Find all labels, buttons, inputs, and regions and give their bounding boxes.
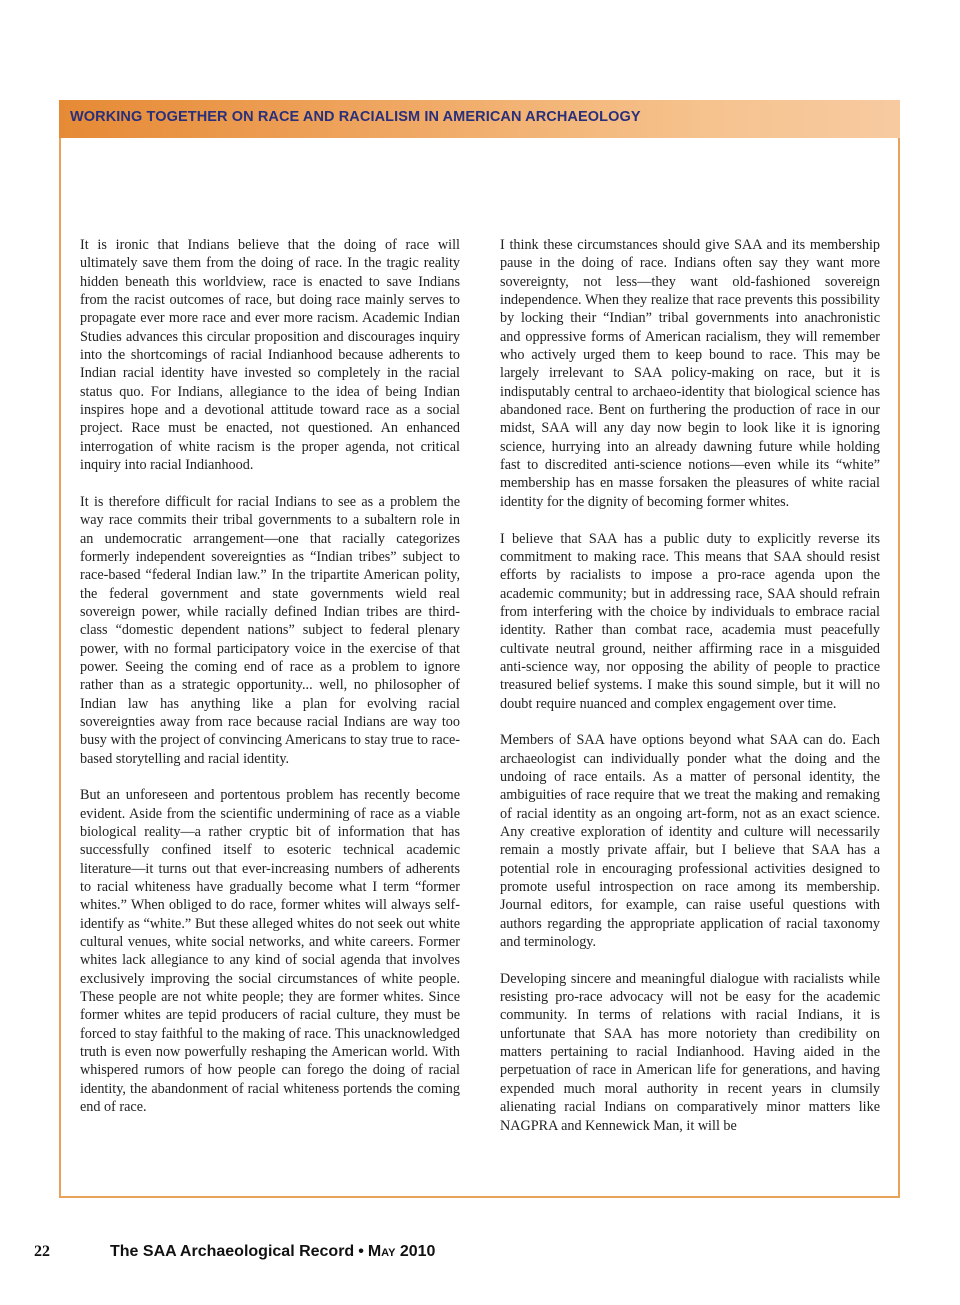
journal-title: The SAA Archaeological Record	[110, 1243, 355, 1260]
section-title: WORKING TOGETHER ON RACE AND RACIALISM IN AMERICAN ARCHAEOLOGY	[70, 109, 641, 125]
paragraph: Members of SAA have options beyond what SAA can do. Each archaeologist can individually ponder what the doing and the undoing of race entails. As a matter of personal identity, the ambiguities of race require that we treat the making and remaking of racial identity as an ongoing art-form, not as an exact science. Any creative exploration of identity and culture will necessarily remain a mostly private affair, but I believe that SAA has a potential role in encouraging professional activities designed to promote useful introspection on race among its membership. Journal editors, for example, can raise useful questions with authors regarding the appropriate application of racial taxonomy and terminology.	[500, 732, 880, 951]
section-banner	[59, 100, 900, 138]
left-column	[80, 236, 460, 1117]
issue-date: May 2010	[367, 1243, 436, 1260]
paragraph: It is therefore difficult for racial Indians to see as a problem the way race commits their tribal governments to a subaltern role in an undemocratic arrangement—one that racially categorizes formerly independent sovereignties as “Indian tribes” subject to race-based “federal Indian law.” In the tripartite American polity, the federal government and state governments wield real sovereign power, while racially defined Indian tribes are third-class “domestic dependent nations” subject to federal plenary power, with no formal participatory voice in the exercise of that power. Seeing the coming end of race as a problem to ignore rather than as a strategic opportunity... well, no philosopher of Indian law has anything like a plan for evolving racial sovereignties away from race because racial Indians are way too busy with the project of convincing Americans to stay true to race-based storytelling and racial identity.	[80, 493, 460, 767]
paragraph: But an unforeseen and portentous problem has recently become evident. Aside from the scientific undermining of race as a viable biological reality—a rather cryptic bit of information that has successfully confined itself to esoteric technical academic literature—it turns out that ever-increasing numbers of adherents to racial whiteness have gradually become what I term “former whites.” When obliged to do race, former whites will always self-identify as “white.” But these alleged whites do not seek out white cultural venues, white social networks, and white careers. Former whites lack allegiance to any kind of social agenda that involves exclusively improving the social circumstances of white people. These people are not white people; they are former whites. Since former whites are tepid producers of racial culture, they must be forced to stay faithful to the making of race. This unacknowledged truth is even now powerfully reshaping the American world. With whispered rumors of how people can forego the doing of racial identity, the abandonment of racial whiteness portends the coming end of race.	[80, 787, 460, 1116]
paragraph: I believe that SAA has a public duty to explicitly reverse its commitment to making race. This means that SAA should resist efforts by racialists to impose a pro-race agenda upon the academic community; but in addressing race, SAA should refrain from interfering with the choice by individuals to embrace racial identity. Rather than combat race, academia must peacefully cultivate neutral ground, neither affirming race in a misguided anti-science way, nor opposing the ability of people to practice treasured belief systems. I make this sound simple, but it will no doubt require nuanced and complex engagement over time.	[500, 530, 880, 712]
page-number: 22	[34, 1243, 50, 1260]
page-footer	[34, 1243, 435, 1261]
paragraph: Developing sincere and meaningful dialogue with racialists while resisting pro-race advocacy will not be easy for the academic community. In terms of relations with racial Indians, it is unfortunate that SAA has more notoriety than credibility on matters pertaining to racial Indianhood. Having aided in the perpetuation of race in American life for generations, and having expended much moral authority in recent years in clumsily alienating racial Indians on comparatively minor matters like NAGPRA and Kennewick Man, it will be	[500, 970, 880, 1134]
right-column	[500, 236, 880, 1135]
paragraph: I think these circumstances should give SAA and its membership pause in the doing of race. Indians often say they want more sovereignty, not less—they want old-fashioned sovereign independence. When they realize that race prevents this possibility by locking their “Indian” tribal governments into anachronistic and oppressive forms of American racialism, they will remember who actively urged them to keep bound to race. This may be largely irrelevant to SAA policy-making on race, but it is indisputably central to archaeo-identity that biological science has abandoned race. Bent on furthering the production of race in our midst, SAA will any day now begin to look like it is ignoring science, hurrying into an already dawning future while holding fast to discredited anti-science notions—even while its “white” membership has en masse forsaken the pleasures of white racial identity for the dignity of becoming former whites.	[500, 237, 880, 510]
footer-bullet: •	[358, 1243, 364, 1260]
paragraph: It is ironic that Indians believe that the doing of race will ultimately save them from the doing of race. In the tragic reality hidden beneath this worldview, race is enacted to save Indians from the racist outcomes of race, but doing race mainly serves to propagate ever more race and ever more racism. Academic Indian Studies advances this circular proposition and discourages inquiry into the shortcomings of racial Indianhood because adherents to Indian racial identity have invested so completely in the racial status quo. For Indians, allegiance to the idea of being Indian inspires hope and a devotional attitude toward race as a social project. Race must be enacted, not questioned. An enhanced interrogation of white racism is the proper agenda, not critical inquiry into racial Indianhood.	[80, 237, 460, 474]
